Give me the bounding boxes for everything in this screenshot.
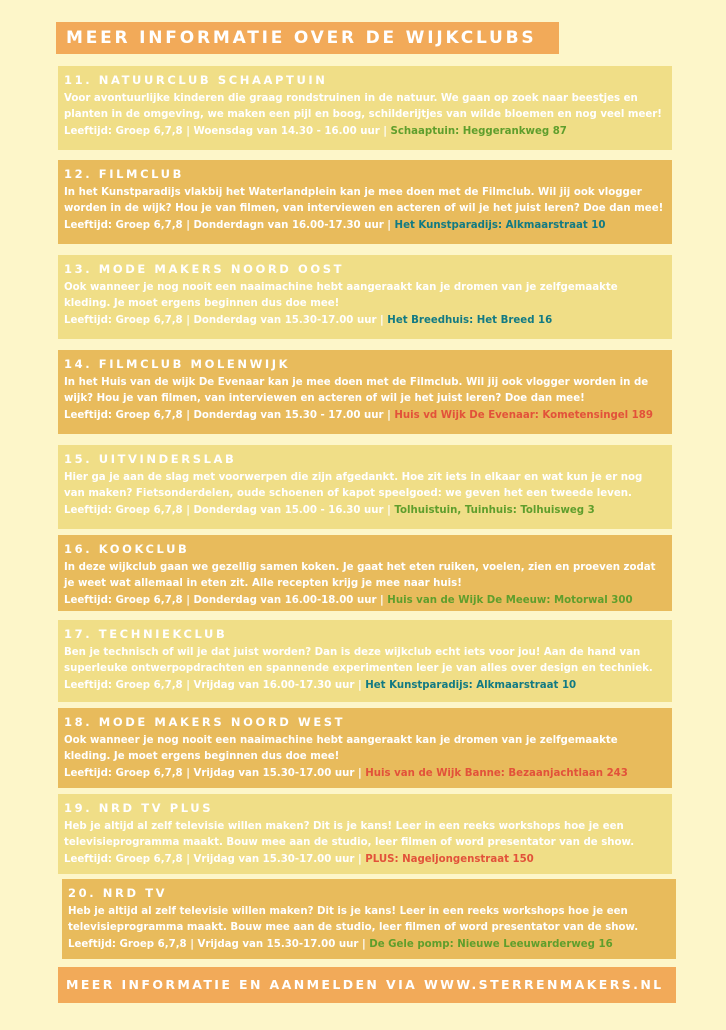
club-title: 11. NATUURCLUB SCHAAPTUIN — [64, 73, 328, 87]
club-location: Huis vd Wijk De Evenaar: Kometensingel 189 — [394, 410, 653, 421]
club-info — [64, 312, 666, 329]
club-title: 13. MODE MAKERS NOORD OOST — [64, 262, 345, 276]
club-info — [64, 592, 666, 609]
club-description: In het Huis van de wijk De Evenaar kan je mee doen met de Filmclub. Wil jij ook vlogger worden in de wijk? Hou je van filmen, van interviewen en acteren of wil je het juist leren? Doe dan mee! — [64, 377, 649, 404]
club-title: 16. KOOKCLUB — [64, 542, 190, 556]
club-schedule: Leeftijd: Groep 6,7,8 | Vrijdag van 15.30-17.00 uur | — [68, 939, 366, 950]
club-card-nrd-tv-plus — [58, 794, 672, 874]
club-location: Schaaptuin: Heggerankweg 87 — [390, 126, 567, 137]
club-description: Ook wanneer je nog nooit een naaimachine hebt aangeraakt kan je dromen van je zelfgemaakte kleding. Je moet ergens beginnen dus doe mee! — [64, 735, 618, 762]
club-location: Huis van de Wijk De Meeuw: Motorwal 300 — [387, 595, 633, 606]
club-info — [64, 217, 666, 234]
club-title: 18. MODE MAKERS NOORD WEST — [64, 715, 346, 729]
club-info — [64, 765, 666, 782]
club-title: 17. TECHNIEKCLUB — [64, 627, 228, 641]
club-location: Het Kunstparadijs: Alkmaarstraat 10 — [394, 220, 606, 231]
club-location: Tolhuistuin, Tuinhuis: Tolhuisweg 3 — [394, 505, 595, 516]
club-location: Het Kunstparadijs: Alkmaarstraat 10 — [365, 680, 577, 691]
club-description: In het Kunstparadijs vlakbij het Waterlandplein kan je mee doen met de Filmclub. Wil jij ook vlogger worden in de wijk? Hou je van filmen, van interviewen en acteren of wil je het juist leren? Doe dan mee! — [64, 187, 664, 214]
club-info — [64, 123, 666, 140]
club-info — [64, 407, 666, 424]
club-location: Het Breedhuis: Het Breed 16 — [387, 315, 553, 326]
club-location: De Gele pomp: Nieuwe Leeuwarderweg 16 — [369, 939, 613, 950]
club-description: Hier ga je aan de slag met voorwerpen die zijn afgedankt. Hoe zit iets in elkaar en wat kun je er nog van maken? Fietsonderdelen, oude schoenen of kapot speelgoed: we geven het een tweede leven. — [64, 472, 643, 499]
club-schedule: Leeftijd: Groep 6,7,8 | Donderdag van 16.00-18.00 uur | — [64, 595, 384, 606]
club-schedule: Leeftijd: Groep 6,7,8 | Donderdagn van 16.00-17.30 uur | — [64, 220, 391, 231]
club-card-techniekclub — [58, 620, 672, 702]
club-card-nrd-tv — [62, 879, 676, 959]
club-description: Heb je altijd al zelf televisie willen maken? Dit is je kans! Leer in een reeks workshops hoe je een televisieprogramma maakt. Bouw mee aan de studio, leer filmen of word presentator van de show. — [68, 906, 639, 933]
club-card-mode-makers-noord-oost — [58, 255, 672, 339]
club-info — [64, 677, 666, 694]
club-description: Voor avontuurlijke kinderen die graag rondstruinen in de natuur. We gaan op zoek naar beestjes en planten in de omgeving, we maken een pijl en boog, schilderijtjes van wilde bloemen en nog veel meer! — [64, 93, 662, 120]
club-card-kookclub — [58, 535, 672, 611]
club-title: 19. NRD TV PLUS — [64, 801, 214, 815]
club-schedule: Leeftijd: Groep 6,7,8 | Donderdag van 15.30-17.00 uur | — [64, 315, 384, 326]
club-location: PLUS: Nageljongenstraat 150 — [365, 854, 534, 865]
page-title: MEER INFORMATIE OVER DE WIJKCLUBS — [56, 22, 559, 54]
club-location: Huis van de Wijk Banne: Bezaanjachtlaan 243 — [365, 768, 628, 779]
club-info — [68, 936, 670, 953]
club-schedule: Leeftijd: Groep 6,7,8 | Donderdag van 15.00 - 16.30 uur | — [64, 505, 391, 516]
club-schedule: Leeftijd: Groep 6,7,8 | Vrijdag van 15.30-17.00 uur | — [64, 854, 362, 865]
club-card-mode-makers-noord-west — [58, 708, 672, 788]
club-schedule: Leeftijd: Groep 6,7,8 | Vrijdag van 16.00-17.30 uur | — [64, 680, 362, 691]
club-schedule: Leeftijd: Groep 6,7,8 | Donderdag van 15.30 - 17.00 uur | — [64, 410, 391, 421]
club-card-uitvinderslab — [58, 445, 672, 529]
club-title: 14. FILMCLUB MOLENWIJK — [64, 357, 291, 371]
club-info — [64, 851, 666, 868]
club-schedule: Leeftijd: Groep 6,7,8 | Vrijdag van 15.30-17.00 uur | — [64, 768, 362, 779]
club-title: 20. NRD TV — [68, 886, 168, 900]
club-description: Ben je technisch of wil je dat juist worden? Dan is deze wijkclub echt iets voor jou! Aan de hand van superleuke ontwerpopdrachten en spannende experimenten leer je van alles over design en techniek. — [64, 647, 653, 674]
club-title: 15. UITVINDERSLAB — [64, 452, 237, 466]
club-card-natuurclub — [58, 66, 672, 150]
club-title: 12. FILMCLUB — [64, 167, 184, 181]
footer-signup: MEER INFORMATIE EN AANMELDEN VIA WWW.STERRENMAKERS.NL — [58, 967, 676, 1003]
club-description: Heb je altijd al zelf televisie willen maken? Dit is je kans! Leer in een reeks workshops hoe je een televisieprogramma maakt. Bouw mee aan de studio, leer filmen of word presentator van de show. — [64, 821, 635, 848]
club-card-filmclub-molenwijk — [58, 350, 672, 434]
club-card-filmclub — [58, 160, 672, 244]
club-schedule: Leeftijd: Groep 6,7,8 | Woensdag van 14.30 - 16.00 uur | — [64, 126, 387, 137]
club-info — [64, 502, 666, 519]
club-description: In deze wijkclub gaan we gezellig samen koken. Je gaat het eten ruiken, voelen, zien en proeven zodat je weet wat allemaal in eten zit. Alle recepten krijg je mee naar huis! — [64, 562, 656, 589]
club-description: Ook wanneer je nog nooit een naaimachine hebt aangeraakt kan je dromen van je zelfgemaakte kleding. Je moet ergens beginnen dus doe mee! — [64, 282, 618, 309]
